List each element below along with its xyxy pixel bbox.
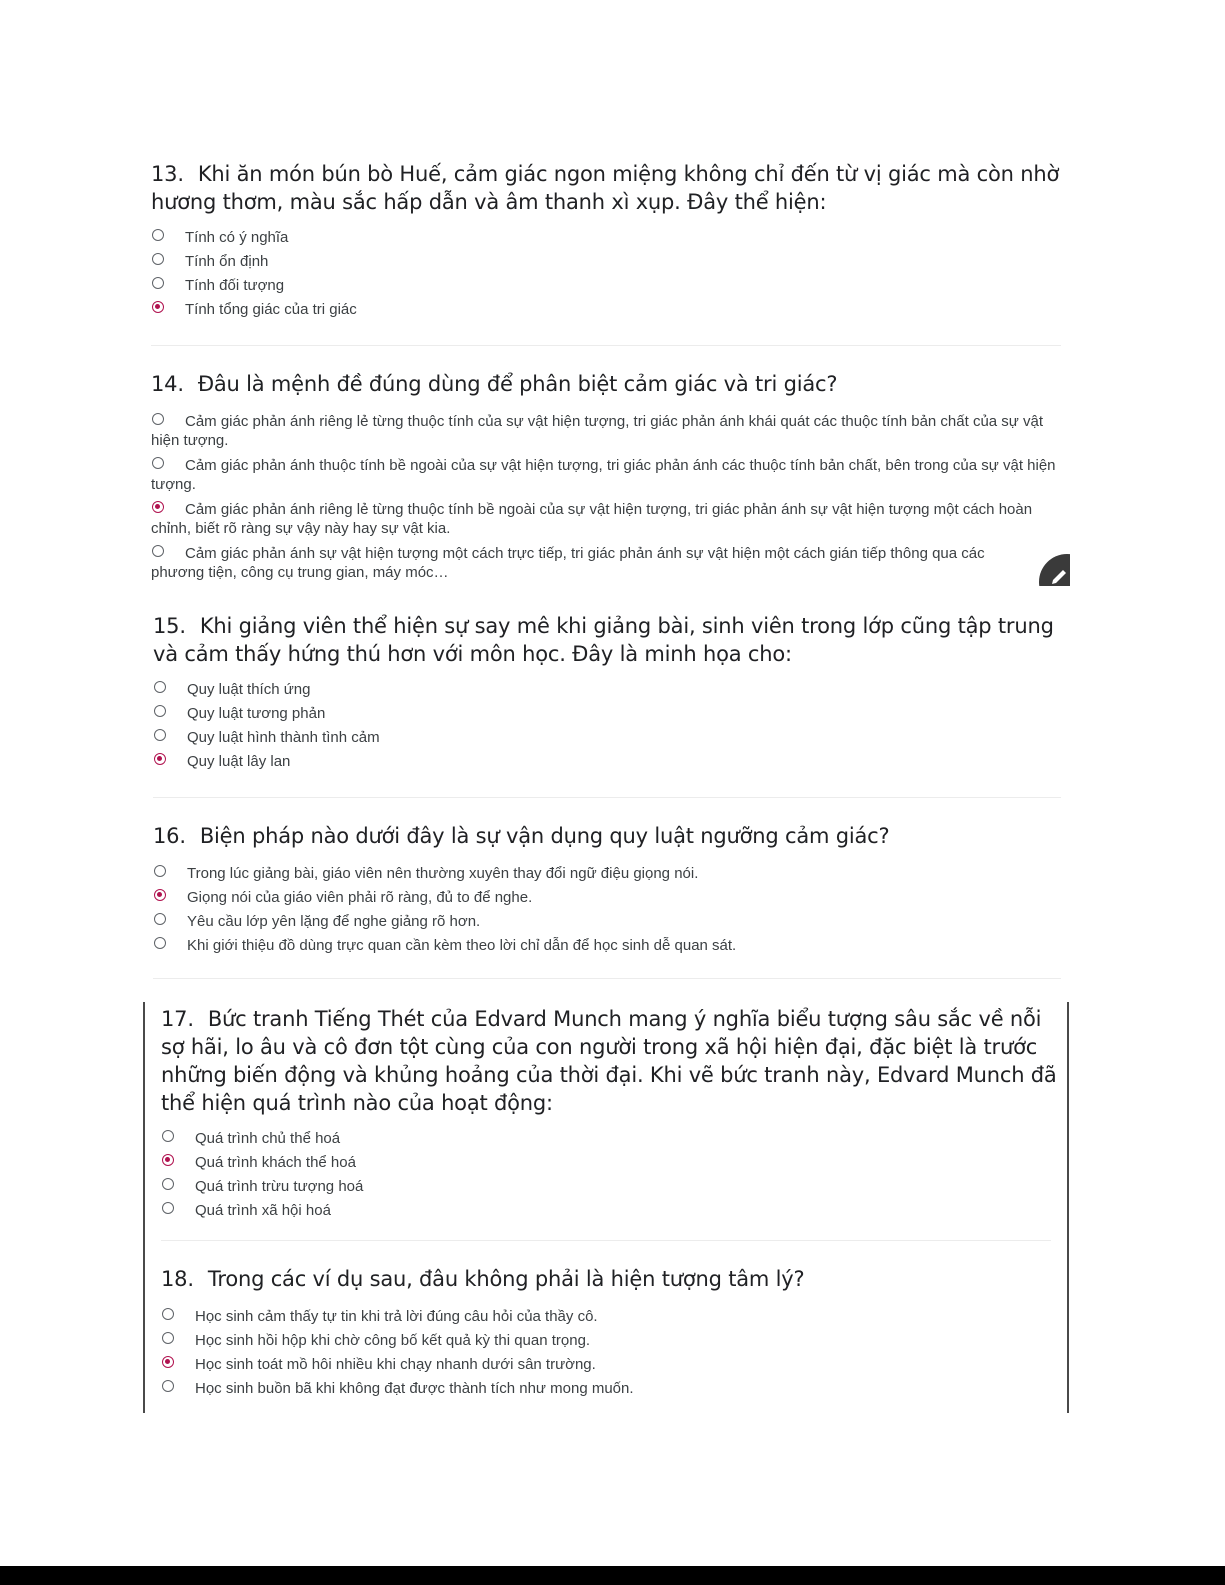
radio-button-icon[interactable] bbox=[162, 1380, 174, 1392]
radio-button-icon[interactable] bbox=[162, 1308, 174, 1320]
section-border-left bbox=[143, 1002, 145, 1413]
option[interactable]: Cảm giác phản ánh riêng lẻ từng thuộc tính của sự vật hiện tượng, tri giác phản ánh khái quát các thuộc tính bản chất của sự vật hiện tượng. bbox=[151, 413, 1044, 449]
question-14 bbox=[151, 370, 1061, 588]
radio-button-icon[interactable] bbox=[152, 457, 164, 469]
option[interactable]: Tính có ý nghĩa bbox=[151, 228, 1071, 247]
option[interactable]: Quy luật thích ứng bbox=[153, 680, 1073, 699]
radio-button-checked-icon[interactable] bbox=[154, 889, 166, 901]
radio-button-icon[interactable] bbox=[154, 937, 166, 949]
radio-button-icon[interactable] bbox=[154, 705, 166, 717]
divider bbox=[151, 345, 1061, 346]
question-17 bbox=[161, 1005, 1061, 1225]
section-border-right bbox=[1067, 1002, 1069, 1413]
question-title: 16. Biện pháp nào dưới đây là sự vận dụng quy luật ngưỡng cảm giác? bbox=[153, 824, 890, 848]
question-16 bbox=[153, 822, 1073, 960]
divider bbox=[153, 797, 1061, 798]
option-selected[interactable]: Quá trình khách thể hoá bbox=[161, 1153, 1061, 1172]
option[interactable]: Yêu cầu lớp yên lặng để nghe giảng rõ hơn. bbox=[153, 912, 1073, 931]
question-title: 18. Trong các ví dụ sau, đâu không phải là hiện tượng tâm lý? bbox=[161, 1267, 805, 1291]
radio-button-icon[interactable] bbox=[162, 1178, 174, 1190]
radio-button-checked-icon[interactable] bbox=[152, 501, 164, 513]
divider bbox=[153, 978, 1061, 979]
radio-button-checked-icon[interactable] bbox=[162, 1356, 174, 1368]
radio-button-icon[interactable] bbox=[152, 277, 164, 289]
question-title: 14. Đâu là mệnh đề đúng dùng để phân biệt cảm giác và tri giác? bbox=[151, 372, 838, 396]
question-13 bbox=[151, 160, 1071, 324]
option[interactable]: Quá trình xã hội hoá bbox=[161, 1201, 1061, 1220]
edit-pencil-icon[interactable] bbox=[1039, 552, 1070, 586]
question-15 bbox=[153, 612, 1073, 776]
option[interactable]: Quá trình chủ thể hoá bbox=[161, 1129, 1061, 1148]
option[interactable]: Quá trình trừu tượng hoá bbox=[161, 1177, 1061, 1196]
divider bbox=[161, 1240, 1051, 1241]
radio-button-checked-icon[interactable] bbox=[162, 1154, 174, 1166]
radio-button-icon[interactable] bbox=[154, 729, 166, 741]
question-title: 17. Bức tranh Tiếng Thét của Edvard Munch mang ý nghĩa biểu tượng sâu sắc về nỗi sợ hãi, lo âu và cô đơn tột cùng của con người trong xã hội hiện đại, đặc biệt là trước những biến động và khủng hoảng của thời đại. Khi vẽ bức tranh này, Edvard Munch đã thể hiện quá trình nào của hoạt động: bbox=[161, 1007, 1057, 1115]
question-18 bbox=[161, 1265, 1051, 1403]
option[interactable]: Quy luật hình thành tình cảm bbox=[153, 728, 1073, 747]
option-selected[interactable]: Cảm giác phản ánh riêng lẻ từng thuộc tính bề ngoài của sự vật hiện tượng, tri giác phản ánh sự vật hiện tượng một cách hoàn chỉnh, biết rõ ràng sự vậy này hay sự vật kia. bbox=[151, 501, 1033, 537]
radio-button-checked-icon[interactable] bbox=[152, 301, 164, 313]
radio-button-icon[interactable] bbox=[152, 229, 164, 241]
radio-button-checked-icon[interactable] bbox=[154, 753, 166, 765]
option[interactable]: Khi giới thiệu đồ dùng trực quan cần kèm theo lời chỉ dẫn để học sinh dễ quan sát. bbox=[153, 936, 1073, 955]
option[interactable]: Học sinh hồi hộp khi chờ công bố kết quả kỳ thi quan trọng. bbox=[161, 1331, 1051, 1350]
option[interactable]: Tính ổn định bbox=[151, 252, 1071, 271]
option-selected[interactable]: Quy luật lây lan bbox=[153, 752, 1073, 771]
radio-button-icon[interactable] bbox=[154, 865, 166, 877]
option-selected[interactable]: Tính tổng giác của tri giác bbox=[151, 300, 1071, 319]
option[interactable]: Trong lúc giảng bài, giáo viên nên thường xuyên thay đổi ngữ điệu giọng nói. bbox=[153, 864, 1073, 883]
option[interactable]: Học sinh buồn bã khi không đạt được thành tích như mong muốn. bbox=[161, 1379, 1051, 1398]
option[interactable]: Học sinh cảm thấy tự tin khi trả lời đúng câu hỏi của thầy cô. bbox=[161, 1307, 1051, 1326]
question-title: 15. Khi giảng viên thể hiện sự say mê khi giảng bài, sinh viên trong lớp cũng tập trung và cảm thấy hứng thú hơn với môn học. Đây là minh họa cho: bbox=[153, 614, 1054, 666]
option[interactable]: Tính đối tượng bbox=[151, 276, 1071, 295]
radio-button-icon[interactable] bbox=[162, 1332, 174, 1344]
page-bottom-edge bbox=[0, 1566, 1225, 1585]
option[interactable]: Cảm giác phản ánh thuộc tính bề ngoài của sự vật hiện tượng, tri giác phản ánh các thuộc tính bản chất, bên trong của sự vật hiện tượng. bbox=[151, 457, 1056, 493]
option-selected[interactable]: Giọng nói của giáo viên phải rõ ràng, đủ to để nghe. bbox=[153, 888, 1073, 907]
question-title: 13. Khi ăn món bún bò Huế, cảm giác ngon miệng không chỉ đến từ vị giác mà còn nhờ hương thơm, màu sắc hấp dẫn và âm thanh xì xụp. Đây thể hiện: bbox=[151, 162, 1060, 214]
option[interactable]: Cảm giác phản ánh sự vật hiện tượng một cách trực tiếp, tri giác phản ánh sự vật hiện một cách gián tiếp thông qua các phương tiện, công cụ trung gian, máy móc… bbox=[151, 545, 985, 581]
radio-button-icon[interactable] bbox=[152, 413, 164, 425]
radio-button-icon[interactable] bbox=[162, 1202, 174, 1214]
option[interactable]: Quy luật tương phản bbox=[153, 704, 1073, 723]
radio-button-icon[interactable] bbox=[162, 1130, 174, 1142]
radio-button-icon[interactable] bbox=[152, 545, 164, 557]
radio-button-icon[interactable] bbox=[154, 681, 166, 693]
radio-button-icon[interactable] bbox=[152, 253, 164, 265]
option-selected[interactable]: Học sinh toát mồ hôi nhiều khi chạy nhanh dưới sân trường. bbox=[161, 1355, 1051, 1374]
radio-button-icon[interactable] bbox=[154, 913, 166, 925]
